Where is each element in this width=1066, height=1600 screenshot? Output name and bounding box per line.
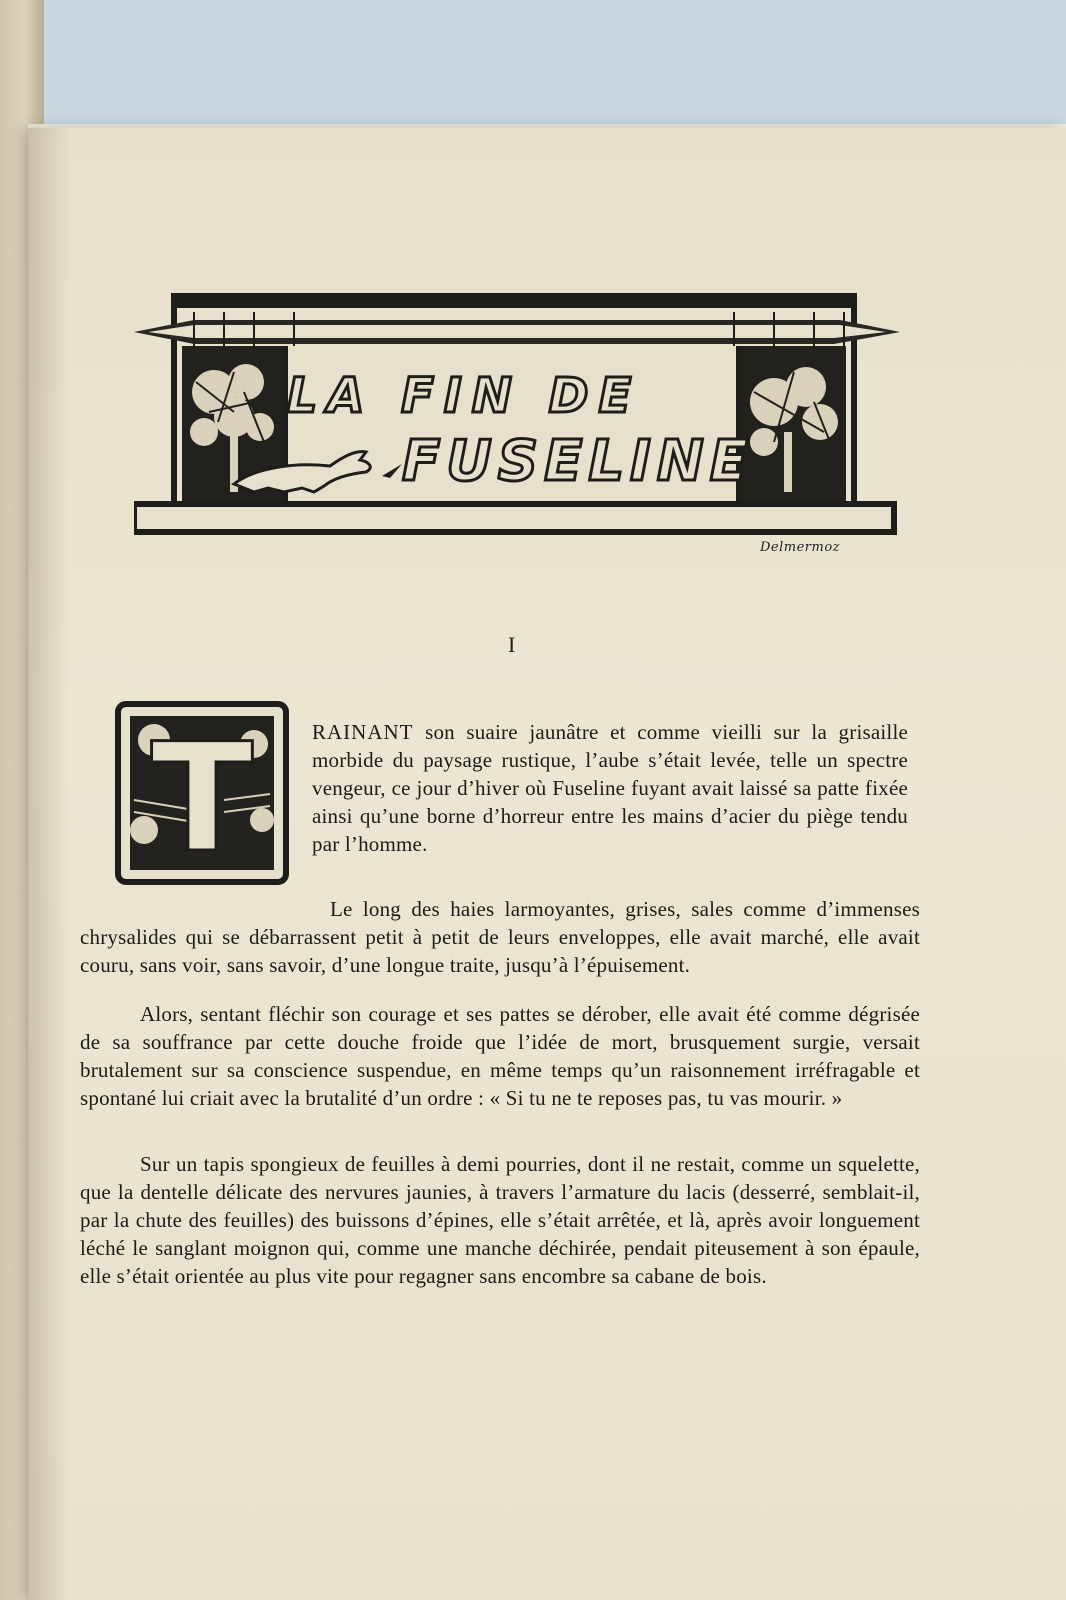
chapter-number: I <box>508 632 516 657</box>
paragraph-1 <box>312 718 908 858</box>
paragraph-1-lead: RAINANT <box>312 720 414 744</box>
artist-signature: Delmermoz <box>760 540 841 555</box>
dropcap-woodcut <box>114 700 290 890</box>
paragraph-2 <box>80 895 920 979</box>
spine-shadow <box>28 128 68 1600</box>
paragraph-4-text: Sur un tapis spongieux de feuilles à demi pourries, dont il ne restait, comme un squelette, que la dentelle délicate des nervures jaunies, à travers l’armature du lacis (desserré, semblait-il, par la chute des feuilles) des buissons d’épines, elle s’était arrêtée, et là, après avoir longuement léché le sanglant moignon qui, comme une manche déchirée, pendait piteusement à son épaule, elle s’était orientée au plus vite pour regagner sans encombre sa cabane de bois. <box>80 1152 920 1288</box>
paragraph-3-text: Alors, sentant fléchir son courage et ses pattes se dérober, elle avait été comme dégrisée de sa souffrance par cette douche froide que l’idée de mort, brusquement surgie, versait brutalement sur sa conscience suspendue, en même temps qu’un raisonnement irréfragable et spontané lui criait avec la brutalité d’un ordre : « Si tu ne te reposes pas, tu vas mourir. » <box>80 1002 920 1110</box>
title-banner-woodcut <box>134 292 900 542</box>
banner-title-line2: FUSELINE <box>402 429 754 494</box>
paragraph-1-text: son suaire jaunâtre et comme vieilli sur la grisaille morbide du paysage rustique, l’aube s’était levée, telle un spectre vengeur, ce jour d’hiver où Fuseline fuyant avait laissé sa patte fixée ainsi qu’une borne d’horreur entre les mains d’acier du piège tendu par l’homme. <box>312 720 908 856</box>
dropcap-letter: T <box>150 712 254 886</box>
banner-title-line1: LA FIN DE <box>286 368 642 424</box>
paragraph-2-text: Le long des haies larmoyantes, grises, sales comme d’immenses chrysalides qui se débarrassent petit à petit de leurs enveloppes, elle avait marché, elle avait couru, sans voir, sans savoir, d’une longue traite, jusqu’à l’épuisement. <box>80 897 920 977</box>
paragraph-4 <box>80 1150 920 1290</box>
paragraph-3 <box>80 1000 920 1112</box>
